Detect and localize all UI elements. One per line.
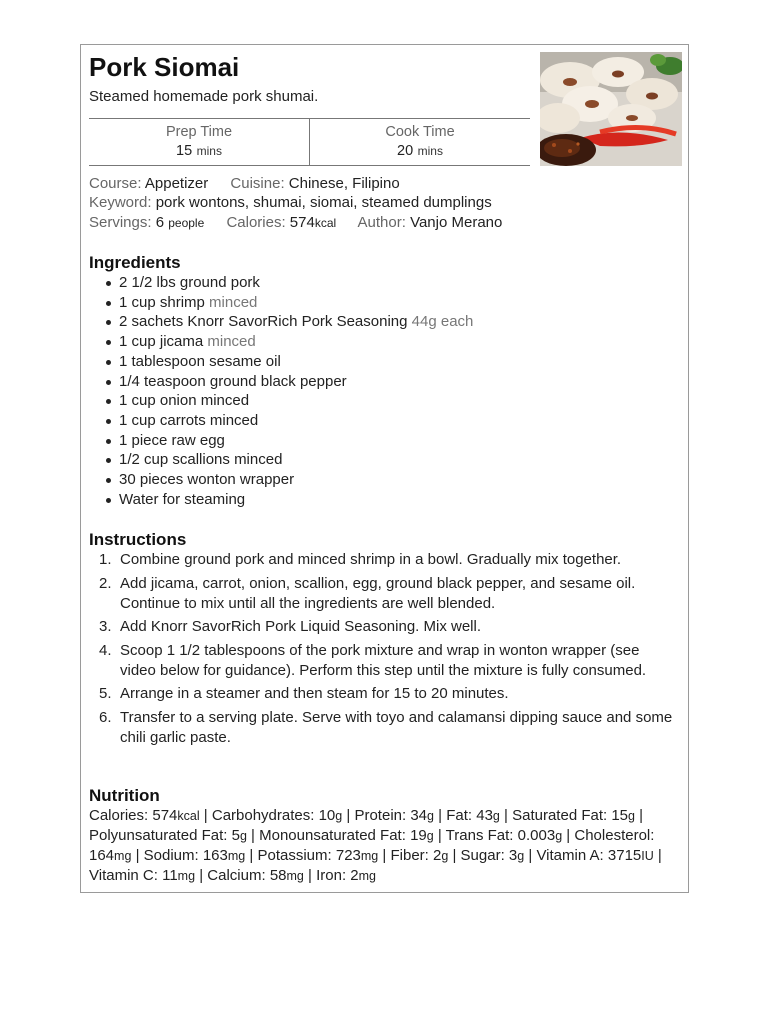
- course-value: Appetizer: [144, 175, 209, 192]
- nutrition-item: Vitamin C: 11mg: [89, 867, 196, 884]
- recipe-card: [80, 44, 689, 893]
- time-summary: [89, 118, 530, 166]
- nutrition-separator: |: [634, 807, 644, 824]
- instructions-heading: Instructions: [89, 530, 187, 549]
- instructions-list: [99, 550, 679, 752]
- meta-keyword: [89, 193, 679, 213]
- recipe-title: Pork Siomai: [89, 52, 240, 82]
- nutrition-separator: |: [653, 847, 662, 864]
- nutrition-item: Fiber: 2g: [390, 847, 449, 864]
- meta-course-cuisine: [89, 174, 679, 194]
- servings-unit: people: [168, 216, 205, 230]
- nutrition-separator: |: [562, 827, 575, 844]
- nutrition-separator: |: [433, 807, 447, 824]
- nutrition-item: Monounsaturated Fat: 19g: [259, 827, 434, 844]
- instruction-step: 5. Arrange in a steamer and then steam for 15 to 20 minutes.: [99, 685, 509, 703]
- recipe-summary: Steamed homemade pork shumai.: [89, 88, 319, 105]
- cook-time: [309, 119, 530, 165]
- keyword-value: pork wontons, shumai, siomai, steamed dumplings: [155, 194, 492, 211]
- list-item: 1 cup shrimp minced: [119, 293, 473, 313]
- nutrition-facts: [89, 806, 683, 886]
- ingredients-list: [119, 273, 473, 509]
- nutrition-item: Calories: 574kcal: [89, 807, 200, 824]
- instruction-step: 3. Add Knorr SavorRich Pork Liquid Seasoning. Mix well.: [99, 618, 482, 636]
- cuisine-label: Cuisine:: [230, 175, 285, 192]
- nutrition-item: Fat: 43g: [446, 807, 500, 824]
- prep-time-label: Prep Time: [165, 124, 233, 140]
- nutrition-separator: |: [303, 867, 317, 884]
- nutrition-separator: |: [246, 827, 260, 844]
- nutrition-item: Saturated Fat: 15g: [512, 807, 635, 824]
- dumplings-photo-icon: [540, 52, 682, 166]
- nutrition-separator: |: [448, 847, 461, 864]
- nutrition-item: Cholesterol: 164mg: [89, 827, 655, 864]
- nutrition-separator: |: [524, 847, 537, 864]
- nutrition-item: Carbohydrates: 10g: [211, 807, 343, 824]
- list-item: 1/2 cup scallions minced: [119, 450, 473, 470]
- nutrition-item: Trans Fat: 0.003g: [445, 827, 563, 844]
- list-item: 1 tablespoon sesame oil: [119, 352, 473, 372]
- list-item: 1 piece raw egg: [119, 431, 473, 451]
- ingredients-heading: Ingredients: [89, 253, 181, 272]
- nutrition-item: Polyunsaturated Fat: 5g: [89, 827, 247, 844]
- nutrition-separator: |: [378, 847, 391, 864]
- calories-label: Calories:: [226, 214, 286, 231]
- servings-label: Servings:: [89, 214, 152, 231]
- dumplings-photo: [540, 52, 682, 166]
- nutrition-separator: |: [195, 867, 208, 884]
- list-item: 1 cup jicama minced: [119, 332, 473, 352]
- nutrition-item: Sugar: 3g: [460, 847, 525, 864]
- cook-time-label: Cook Time: [385, 124, 455, 140]
- meta-servings: [89, 213, 679, 233]
- keyword-label: Keyword:: [89, 194, 152, 211]
- nutrition-item: Vitamin A: 3715IU: [536, 847, 654, 864]
- instruction-step: 1. Combine ground pork and minced shrimp in a bowl. Gradually mix together.: [99, 551, 622, 568]
- servings-value: 6: [155, 214, 165, 231]
- instruction-step: 4. Scoop 1 1/2 tablespoons of the pork mixture and wrap in wonton wrapper (see video below for guidance). Perform this step until the mixture is fully consumed.: [99, 641, 647, 679]
- list-item: Water for steaming: [119, 490, 473, 510]
- nutrition-separator: |: [499, 807, 513, 824]
- prep-time-unit: mins: [196, 144, 222, 158]
- nutrition-item: Iron: 2mg: [316, 867, 377, 884]
- list-item: 1 cup carrots minced: [119, 411, 473, 431]
- nutrition-separator: |: [131, 847, 144, 864]
- author-value: Vanjo Merano: [410, 214, 503, 231]
- author-label: Author:: [357, 214, 406, 231]
- list-item: 2 1/2 lbs ground pork: [119, 273, 473, 293]
- course-label: Course:: [89, 175, 142, 192]
- list-item: 30 pieces wonton wrapper: [119, 470, 473, 490]
- nutrition-item: Potassium: 723mg: [257, 847, 379, 864]
- nutrition-item: Protein: 34g: [354, 807, 434, 824]
- prep-time-value: 15: [176, 143, 193, 159]
- calories-unit: kcal: [314, 216, 337, 230]
- nutrition-separator: |: [245, 847, 258, 864]
- nutrition-item: Calcium: 58mg: [207, 867, 304, 884]
- prep-time: [89, 119, 309, 165]
- instruction-step: 2. Add jicama, carrot, onion, scallion, egg, ground black pepper, and sesame oil. Continue to mix until all the ingredients are well blended.: [99, 574, 636, 612]
- instruction-step: 6. Transfer to a serving plate. Serve with toyo and calamansi dipping sauce and some chili garlic paste.: [99, 708, 673, 746]
- list-item: 1/4 teaspoon ground black pepper: [119, 372, 473, 392]
- nutrition-item: Sodium: 163mg: [143, 847, 246, 864]
- nutrition-separator: |: [433, 827, 446, 844]
- list-item: 2 sachets Knorr SavorRich Pork Seasoning 44g each: [119, 313, 474, 331]
- cook-time-unit: mins: [417, 144, 443, 158]
- cook-time-value: 20: [397, 143, 414, 159]
- nutrition-separator: |: [199, 807, 212, 824]
- calories-value: 574: [289, 214, 315, 231]
- list-item: 1 cup onion minced: [119, 391, 473, 411]
- nutrition-separator: |: [342, 807, 355, 824]
- cuisine-value: Chinese, Filipino: [288, 175, 400, 192]
- nutrition-heading: Nutrition: [89, 786, 160, 805]
